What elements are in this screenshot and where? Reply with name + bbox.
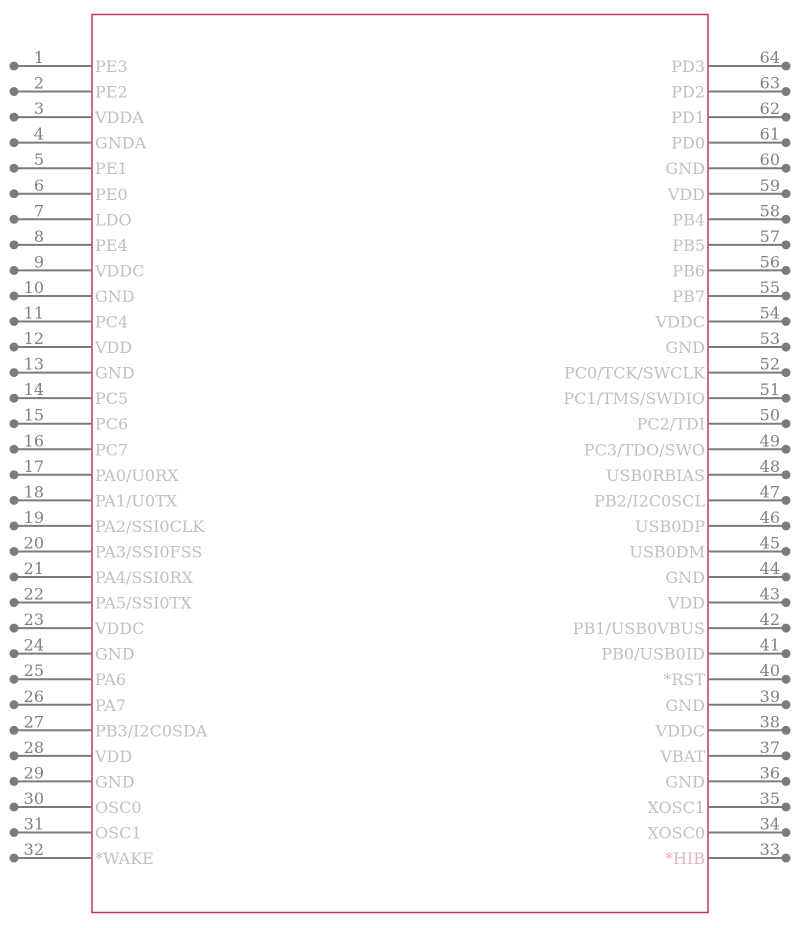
pin-23	[10, 610, 145, 638]
pin-endpoint	[10, 828, 19, 837]
pin-name: PC0/TCK/SWCLK	[563, 363, 705, 383]
pin-number: 2	[33, 73, 44, 93]
pin-number: 61	[759, 124, 780, 144]
pin-name: GND	[665, 695, 705, 715]
pin-47	[594, 482, 790, 510]
pin-endpoint	[782, 138, 791, 147]
pin-endpoint	[782, 573, 791, 582]
pin-64	[671, 48, 790, 76]
pin-endpoint	[782, 113, 791, 122]
pin-number: 29	[23, 763, 44, 783]
pin-name: PB5	[672, 235, 705, 255]
pin-39	[665, 687, 790, 715]
pin-20	[10, 533, 203, 561]
pin-name: XOSC0	[647, 823, 705, 843]
pin-name: LDO	[95, 210, 132, 230]
pin-19	[10, 508, 206, 536]
pin-name: PC3/TDO/SWO	[583, 440, 705, 460]
pin-number: 43	[759, 584, 780, 604]
pin-endpoint	[10, 547, 19, 556]
pin-number: 16	[23, 431, 44, 451]
pin-name: PA7	[95, 695, 127, 715]
pin-number: 48	[759, 456, 780, 476]
pin-name: PA4/SSI0RX	[95, 568, 193, 587]
pin-17	[10, 457, 180, 485]
pin-number: 33	[759, 840, 780, 860]
pin-58	[672, 201, 790, 229]
pin-46	[635, 508, 790, 536]
pin-endpoint	[10, 189, 19, 198]
pin-name: PE1	[95, 159, 128, 179]
pin-48	[606, 457, 791, 485]
pin-name: VDD	[667, 184, 705, 204]
right-pin-group	[563, 48, 790, 868]
pin-57	[672, 227, 790, 255]
pin-7	[10, 201, 132, 229]
pin-endpoint	[10, 291, 19, 300]
pin-name: VDDC	[655, 312, 705, 332]
pin-name: VDDC	[655, 721, 705, 741]
pin-number: 34	[759, 814, 780, 834]
pin-number: 64	[759, 48, 780, 67]
pin-number: 14	[23, 380, 44, 400]
pin-33	[665, 840, 791, 868]
pin-14	[10, 380, 129, 408]
pin-4	[10, 125, 147, 153]
pin-30	[10, 789, 142, 817]
pin-number: 42	[759, 610, 780, 630]
pin-endpoint	[10, 317, 19, 326]
pin-name: PE3	[95, 57, 128, 76]
pin-41	[601, 636, 790, 664]
pin-44	[665, 559, 790, 587]
pin-42	[573, 610, 791, 638]
pin-number: 30	[23, 788, 44, 808]
pin-endpoint	[10, 138, 19, 147]
pin-endpoint	[10, 215, 19, 224]
pin-name: PB3/I2C0SDA	[95, 721, 208, 741]
pin-55	[672, 278, 790, 306]
pin-name: PB7	[672, 286, 705, 306]
pin-name: PA3/SSI0FSS	[95, 542, 203, 562]
pin-endpoint	[782, 62, 791, 71]
pin-endpoint	[10, 62, 19, 71]
pin-endpoint	[782, 802, 791, 811]
pin-number: 21	[23, 559, 44, 578]
pin-name: VDD	[95, 338, 133, 358]
pin-name: VBAT	[660, 746, 705, 766]
pin-endpoint	[10, 368, 19, 377]
pin-52	[564, 355, 791, 383]
pin-name: GND	[95, 286, 135, 306]
pin-name: GNDA	[95, 133, 147, 153]
pin-name: PB2/I2C0SCL	[594, 491, 705, 511]
pin-number: 37	[759, 737, 780, 757]
pin-name: OSC1	[95, 823, 142, 843]
pin-name: PA6	[95, 670, 127, 690]
pin-51	[563, 380, 790, 408]
pin-endpoint	[10, 802, 19, 811]
pin-endpoint	[782, 394, 791, 403]
pin-number: 1	[33, 48, 44, 67]
pin-number: 9	[33, 252, 44, 272]
pin-56	[672, 252, 790, 280]
pin-endpoint	[10, 521, 19, 530]
pin-number: 15	[23, 405, 44, 425]
pin-endpoint	[10, 649, 19, 658]
pin-27	[10, 712, 208, 740]
pin-name: PA0/U0RX	[95, 465, 179, 485]
pin-number: 10	[23, 277, 44, 297]
pin-endpoint	[782, 854, 791, 863]
pin-endpoint	[10, 394, 19, 403]
pin-endpoint	[10, 726, 19, 735]
pin-endpoint	[10, 343, 19, 352]
pin-name: GND	[665, 159, 705, 179]
pin-endpoint	[10, 87, 19, 96]
pin-number: 27	[23, 712, 44, 732]
pin-number: 28	[23, 737, 44, 757]
pin-endpoint	[10, 777, 19, 786]
pin-endpoint	[10, 496, 19, 505]
pin-number: 53	[759, 329, 780, 349]
pin-32	[10, 840, 154, 868]
pin-50	[637, 406, 791, 434]
pin-endpoint	[10, 240, 19, 249]
pin-endpoint	[782, 751, 791, 760]
pin-number: 5	[33, 150, 44, 170]
pin-60	[665, 150, 790, 178]
pin-15	[10, 406, 129, 434]
pin-12	[10, 329, 133, 357]
pin-endpoint	[782, 675, 791, 684]
pin-number: 41	[759, 635, 780, 655]
pin-number: 22	[23, 584, 44, 604]
pin-number: 57	[759, 226, 780, 246]
pin-number: 49	[759, 431, 780, 451]
pin-number: 38	[759, 712, 780, 732]
pin-endpoint	[782, 828, 791, 837]
pin-number: 44	[759, 559, 780, 578]
pin-54	[655, 304, 791, 332]
pin-9	[10, 252, 145, 280]
pin-name: GND	[665, 772, 705, 792]
pin-name: PE4	[95, 235, 128, 255]
pin-endpoint	[10, 573, 19, 582]
pin-number: 59	[759, 175, 780, 195]
pin-25	[10, 661, 127, 689]
pin-endpoint	[10, 700, 19, 709]
pin-16	[10, 431, 129, 459]
pin-number: 17	[23, 456, 44, 476]
pin-endpoint	[10, 470, 19, 479]
pin-number: 31	[23, 814, 44, 834]
pin-number: 52	[759, 354, 780, 374]
pin-6	[10, 176, 128, 204]
pin-endpoint	[782, 317, 791, 326]
pin-endpoint	[782, 87, 791, 96]
pin-name: PC1/TMS/SWDIO	[563, 389, 705, 409]
pin-endpoint	[10, 675, 19, 684]
pin-endpoint	[782, 547, 791, 556]
pin-name: XOSC1	[647, 797, 705, 817]
pin-36	[665, 763, 790, 791]
pin-43	[667, 585, 791, 613]
pin-59	[667, 176, 791, 204]
pin-endpoint	[782, 215, 791, 224]
pin-name: GND	[95, 644, 135, 664]
pin-number: 55	[759, 277, 780, 297]
pin-endpoint	[10, 598, 19, 607]
pin-endpoint	[782, 470, 791, 479]
pin-number: 47	[759, 482, 780, 502]
pin-number: 26	[23, 686, 44, 706]
pin-37	[659, 738, 790, 766]
pin-name: PC6	[95, 414, 129, 434]
pin-endpoint	[782, 700, 791, 709]
pin-number: 54	[759, 303, 780, 323]
pin-29	[10, 763, 135, 791]
pin-35	[647, 789, 790, 817]
pin-number: 63	[759, 73, 780, 93]
pin-13	[10, 355, 135, 383]
pin-name: PD2	[671, 82, 705, 102]
pin-number: 50	[759, 405, 780, 425]
pin-name: *RST	[663, 670, 705, 690]
pin-number: 18	[23, 482, 44, 502]
pin-name: PD3	[671, 57, 705, 76]
pin-number: 40	[759, 661, 780, 681]
pin-62	[671, 99, 790, 127]
pin-53	[665, 329, 790, 357]
pin-name: PB6	[672, 261, 705, 281]
pin-number: 8	[33, 226, 44, 246]
pin-number: 39	[759, 686, 780, 706]
pin-endpoint	[782, 368, 791, 377]
pin-endpoint	[782, 343, 791, 352]
pin-endpoint	[10, 445, 19, 454]
pin-number: 13	[23, 354, 44, 374]
pin-1	[10, 48, 128, 76]
pin-name: *HIB	[664, 849, 705, 869]
pin-name: USB0DP	[635, 516, 705, 536]
pin-number: 7	[33, 201, 44, 221]
pin-49	[584, 431, 791, 459]
pin-name: VDDA	[95, 108, 144, 128]
pin-number: 23	[23, 610, 44, 630]
pin-24	[10, 636, 135, 664]
pin-5	[10, 150, 128, 178]
pin-name: PC5	[95, 389, 129, 409]
pin-40	[663, 661, 790, 689]
pin-endpoint	[782, 291, 791, 300]
pin-name: PB0/USB0ID	[601, 644, 705, 664]
pin-name: VDDC	[95, 619, 145, 639]
pin-endpoint	[782, 419, 791, 428]
pin-endpoint	[782, 164, 791, 173]
pin-name: USB0RBIAS	[605, 465, 705, 485]
pin-endpoint	[782, 189, 791, 198]
pin-28	[10, 738, 133, 766]
pin-45	[629, 533, 790, 561]
pin-63	[671, 74, 790, 102]
pin-name: PB4	[672, 210, 705, 230]
pin-endpoint	[782, 777, 791, 786]
pin-11	[10, 304, 129, 332]
pin-number: 32	[23, 840, 44, 860]
pin-number: 62	[759, 99, 780, 119]
pin-endpoint	[10, 624, 19, 633]
pin-name: PE0	[95, 184, 128, 204]
pin-number: 45	[759, 533, 780, 553]
pin-number: 12	[23, 329, 44, 349]
pin-endpoint	[10, 266, 19, 275]
pin-endpoint	[10, 164, 19, 173]
pin-number: 46	[759, 507, 780, 527]
pin-name: GND	[95, 772, 135, 792]
pin-number: 24	[23, 635, 44, 655]
pin-number: 20	[23, 533, 44, 553]
pin-name: *WAKE	[95, 849, 154, 869]
left-pin-group	[10, 48, 208, 868]
pin-name: PA5/SSI0TX	[95, 593, 192, 613]
pin-endpoint	[782, 240, 791, 249]
pin-number: 58	[759, 201, 780, 221]
pin-name: VDD	[95, 746, 133, 766]
pin-endpoint	[782, 496, 791, 505]
pin-8	[10, 227, 128, 255]
pin-number: 35	[759, 788, 780, 808]
pin-name: PA1/U0TX	[95, 491, 178, 511]
pin-2	[10, 74, 128, 102]
pin-number: 56	[759, 252, 780, 272]
pin-endpoint	[782, 521, 791, 530]
pin-38	[655, 712, 791, 740]
pin-31	[10, 815, 142, 843]
pin-endpoint	[10, 113, 19, 122]
pin-name: PC7	[95, 440, 129, 460]
pin-number: 4	[33, 124, 44, 144]
pin-endpoint	[782, 445, 791, 454]
pin-number: 6	[33, 175, 44, 195]
pin-name: VDD	[667, 593, 705, 613]
pin-61	[671, 125, 790, 153]
pin-22	[10, 585, 193, 613]
pin-name: PB1/USB0VBUS	[572, 619, 705, 639]
pin-21	[10, 559, 194, 587]
pin-endpoint	[10, 751, 19, 760]
pin-number: 11	[23, 303, 44, 323]
pin-endpoint	[10, 854, 19, 863]
pin-number: 25	[23, 661, 44, 681]
pin-endpoint	[782, 726, 791, 735]
pin-name: PD1	[671, 108, 705, 128]
pin-name: PE2	[95, 82, 128, 102]
pin-endpoint	[782, 624, 791, 633]
pin-3	[10, 99, 145, 127]
pin-endpoint	[10, 419, 19, 428]
pin-26	[10, 687, 127, 715]
pin-number: 51	[759, 380, 780, 400]
pin-number: 19	[23, 507, 44, 527]
pin-name: PC2/TDI	[636, 414, 705, 434]
pin-name: VDDC	[95, 261, 145, 281]
pin-name: PA2/SSI0CLK	[95, 516, 205, 536]
pin-18	[10, 482, 178, 510]
ic-body-outline	[92, 15, 708, 913]
pin-name: USB0DM	[629, 542, 705, 562]
pin-34	[647, 815, 790, 843]
pin-name: GND	[665, 568, 705, 587]
pin-name: PC4	[95, 312, 129, 332]
pin-name: GND	[95, 363, 135, 383]
pin-number: 3	[33, 99, 44, 119]
pin-number: 60	[759, 150, 780, 170]
pin-endpoint	[782, 598, 791, 607]
pin-name: OSC0	[95, 797, 142, 817]
pin-number: 36	[759, 763, 780, 783]
pin-name: GND	[665, 338, 705, 358]
pin-10	[10, 278, 135, 306]
pin-endpoint	[782, 649, 791, 658]
pin-endpoint	[782, 266, 791, 275]
pin-name: PD0	[671, 133, 705, 153]
